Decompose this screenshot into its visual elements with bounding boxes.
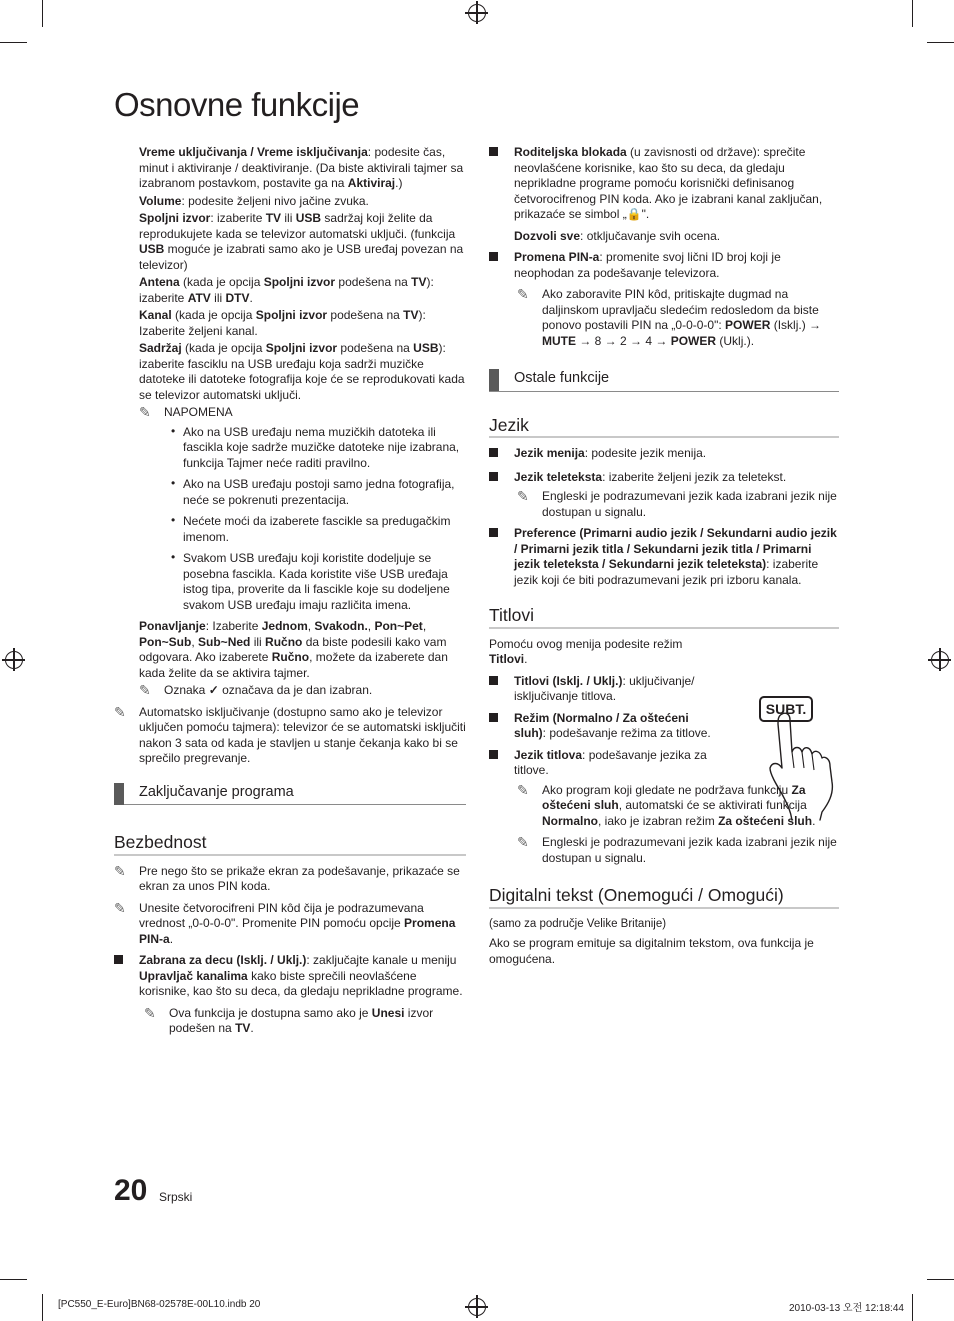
note-subtitle-default: ✎ Engleski je podrazumevani jezik kada izabrani jezik nije dostupan u signalu. <box>517 834 837 865</box>
registration-mark-icon <box>468 4 486 22</box>
note-napomena: ✎ NAPOMENA <box>139 404 233 420</box>
list-item: • Nećete moći da izaberete fascikle sa predugačkim imenom. <box>171 513 451 544</box>
paragraph-allow-all: Dozvoli sve: otključavanje svih ocena. <box>514 228 721 243</box>
paragraph-content: Sadržaj (kada je opcija Spoljni izvor podešena na USB): izaberite fasciklu na USB uređaju koja sadrži muzičke datoteke ili datoteke fotografija koje će se reprodukovati kada se televizor automatski uključi. <box>139 341 465 402</box>
square-bullet-icon <box>489 147 498 156</box>
square-bullet-icon <box>489 252 498 261</box>
bullet-subtitle-mode: Režim (Normalno / Za oštećeni sluh): podešavanje režima za titlove. <box>489 711 719 742</box>
footer-timestamp: 2010-03-13 오전 12:18:44 <box>789 1303 904 1314</box>
pencil-note-icon: ✎ <box>517 781 529 798</box>
bullet-subtitle-language: Jezik titlova: podešavanje jezika za titlove. <box>489 748 719 779</box>
paragraph-digital-text: Ako se program emituje sa digitalnim tekstom, ova funkcija je omogućena. <box>489 936 814 966</box>
list-item: • Ako na USB uređaju nema muzičkih datoteka ili fascikla koje sadrže muzičke datoteke nije izabrana, funkcija Tajmer neće raditi pravilno. <box>171 423 460 470</box>
pencil-note-icon: ✎ <box>114 862 126 879</box>
note-hearing-impaired: ✎ Ako program koji gledate ne podržava funkciju Za oštećeni sluh, automatski će se aktivirati funkcija Normalno, iako je izabran režim Za oštećeni sluh. <box>517 781 816 828</box>
subheading-other-functions: Ostale funkcije <box>489 371 839 392</box>
checkmark-icon: ✓ <box>208 683 219 697</box>
square-bullet-icon <box>489 528 498 537</box>
square-bullet-icon <box>489 713 498 722</box>
square-bullet-icon <box>489 448 498 457</box>
note-oznaka: ✎ Oznaka ✓ označava da je dan izabran. <box>139 682 373 698</box>
pencil-note-icon: ✎ <box>144 1004 156 1021</box>
square-bullet-icon <box>489 676 498 685</box>
paragraph-timer: Vreme uključivanja / Vreme isključivanja: podesite čas, minut i aktiviranje / deaktiviranje. (Da biste aktivirali tajmer sa izabranom postavkom, postavite ga na Aktiviraj.) <box>139 145 464 190</box>
crop-mark <box>0 42 27 43</box>
paragraph-subtitle-intro: Pomoću ovog menija podesite režim Titlovi. <box>489 636 683 666</box>
paragraph-channel: Kanal (kada je opcija Spoljni izvor podešena na TV): Izaberite željeni kanal. <box>139 308 426 338</box>
left-column <box>114 145 466 1043</box>
list-item: • Svakom USB uređaju koji koristite dodeljuje se posebna fascikla. Kada koristite više USB uređaja istog tipa, proverite da li fascikle koje su dodeljene svakom USB uređaju imaju različita imena. <box>171 550 450 612</box>
note-forgot-pin: ✎ Ako zaboravite PIN kôd, pritiskajte dugmad na daljinskom upravljaču sledećim redosledom da biste ponovo postavili PIN na „0-0-0-0": POWER (Isklj.) → MUTE → 8 → 2 → 4 → POWER (Uklj.). <box>517 286 822 348</box>
note-teletext-default: ✎ Engleski je podrazumevani jezik kada izabrani jezik nije dostupan u signalu. <box>517 488 837 519</box>
pointing-hand-icon <box>768 712 840 822</box>
note-child-lock: ✎ Ova funkcija je dostupna samo ako je Unesi izvor podešen na TV. <box>144 1004 434 1035</box>
registration-mark-icon <box>931 651 949 669</box>
subt-button-icon: SUBT. <box>759 696 813 722</box>
bullet-menu-language: Jezik menija: podesite jezik menija. <box>489 446 839 462</box>
pencil-note-icon: ✎ <box>114 899 126 916</box>
registration-mark-icon <box>5 651 23 669</box>
crop-mark <box>912 1294 913 1321</box>
pencil-note-icon: ✎ <box>114 703 126 720</box>
pencil-note-icon: ✎ <box>139 682 151 698</box>
footer-file-info: [PC550_E-Euro]BN68-02578E-00L10.indb 20 <box>58 1299 261 1310</box>
crop-mark <box>912 0 913 27</box>
pencil-note-icon: ✎ <box>517 834 529 850</box>
paragraph-volume: Volume: podesite željeni nivo jačine zvuka. <box>139 193 369 208</box>
page-number: 20 <box>114 1174 148 1207</box>
pencil-note-icon: ✎ <box>517 488 529 504</box>
bullet-preference: Preference (Primarni audio jezik / Sekundarni audio jezik / Primarni jezik titla / Sekundarni jezik titla / Primarni jezik teleteksta / Sekundarni jezik teleteksta): izaberite jezik koji će biti podrazumevani jezik pri izboru kanala. <box>489 526 839 588</box>
bullet-subtitles-onoff: Titlovi (Isklj. / Uklj.): uključivanje/ isključivanje titlova. <box>489 674 719 705</box>
page-title: Osnovne funkcije <box>114 86 360 123</box>
lock-icon: 🔒 <box>626 207 642 221</box>
list-item: • Ako na USB uređaju postoji samo jedna fotografija, neće se pokrenuti prezentacija. <box>171 476 455 507</box>
heading-titlovi: Titlovi <box>489 608 839 629</box>
heading-bezbednost: Bezbednost <box>114 835 466 856</box>
paragraph-source: Spoljni izvor: izaberite TV ili USB sadržaj koji želite da reprodukujete kada se televizor automatski uključi. (funkcija USB moguće je izabrati samo ako je USB uređaj povezan na televizor) <box>139 211 464 272</box>
square-bullet-icon <box>489 750 498 759</box>
language-label: Srpski <box>159 1190 193 1204</box>
subheading-program-lock: Zaključavanje programa <box>114 785 466 806</box>
pencil-note-icon: ✎ <box>139 404 151 420</box>
pencil-note-icon: ✎ <box>517 286 529 302</box>
bullet-teletext-language: Jezik teleteksta: izaberite željeni jezik za teletekst. <box>489 470 839 486</box>
heading-bar <box>489 369 499 391</box>
right-column <box>489 145 839 969</box>
note-pin-default: ✎ Unesite četvorocifreni PIN kôd čija je podrazumevana vrednost „0-0-0-0". Promenite PIN pomoću opcije Promena PIN-a. <box>114 899 456 946</box>
crop-mark <box>927 1279 954 1280</box>
crop-mark <box>0 1279 27 1280</box>
crop-mark <box>42 1294 43 1321</box>
square-bullet-icon <box>114 955 123 964</box>
bullet-parental-lock: Roditeljska blokada (u zavisnosti od države): sprečite neovlašćene korisnike, kao što su deca, da gledaju neprikladne programe pomoću korisnički definisanog četvorocifrenog PIN koda. Ako je izabrani kanal zaključan, prikazaće se simbol „🔒". <box>489 145 839 223</box>
crop-mark <box>42 0 43 27</box>
registration-mark-icon <box>468 1298 486 1316</box>
note-pin-screen: ✎ Pre nego što se prikaže ekran za podešavanje, prikazaće se ekran za unos PIN koda. <box>114 862 460 893</box>
note-auto-off: ✎ Automatsko isključivanje (dostupno samo ako je televizor uključen pomoću tajmera): televizor će se automatski isključiti nakon 3 sata od kada je stavljen u stanje čekanja kako bi se sprečilo pregrevanje. <box>114 703 466 765</box>
paragraph-uk-only: (samo za područje Velike Britanije) <box>489 917 667 930</box>
paragraph-antenna: Antena (kada je opcija Spoljni izvor podešena na TV): izaberite ATV ili DTV. <box>139 275 434 305</box>
heading-digital-text: Digitalni tekst (Onemogući / Omogući) <box>489 888 839 909</box>
heading-bar <box>114 783 124 805</box>
paragraph-repeat: Ponavljanje: Izaberite Jednom, Svakodn., Pon~Pet, Pon~Sub, Sub~Ned ili Ručno da biste podesili kako vam odgovara. Ako izaberete Ručno, možete da izaberete dan kada želite da se aktivira tajmer. <box>139 619 448 680</box>
square-bullet-icon <box>489 472 498 481</box>
bullet-child-lock: Zabrana za decu (Isklj. / Uklj.): zaključajte kanale u meniju Upravljač kanalima kako biste sprečili neovlašćene korisnike, kao što su deca, da gledaju neprikladne programe. <box>114 953 466 1000</box>
heading-jezik: Jezik <box>489 418 839 439</box>
bullet-change-pin: Promena PIN-a: promenite svoj lični ID broj koji je neophodan za podešavanje televizora. <box>489 250 839 281</box>
crop-mark <box>927 42 954 43</box>
